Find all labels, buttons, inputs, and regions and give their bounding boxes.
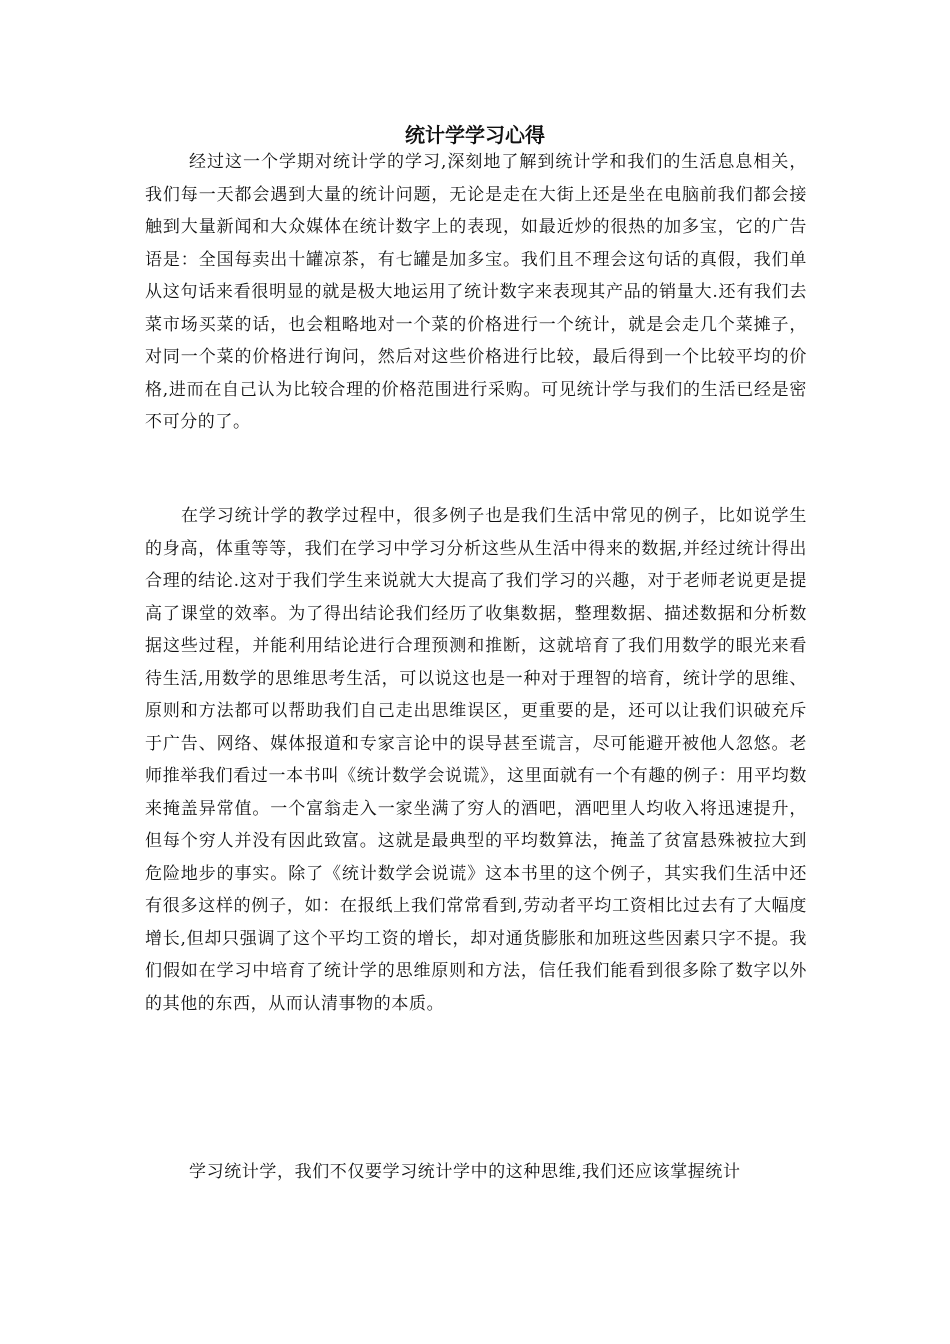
paragraph-3: 学习统计学，我们不仅要学习统计学中的这种思维,我们还应该掌握统计 bbox=[189, 1162, 741, 1182]
paragraph-1: 经过这一个学期对统计学的学习,深刻地了解到统计学和我们的生活息息相关，我们每一天都会遇到大量的统计问题，无论是走在大街上还是坐在电脑前我们都会接触到大量新闻和大众媒体在统计数字上的表现，如最近炒的很热的加多宝，它的广告语是：全国每卖出十罐凉茶，有七罐是加多宝。我们且不理会这句话的真假，我们单从这句话来看很明显的就是极大地运用了统计数字来表现其产品的销量大.还有我们去菜市场买菜的话，也会粗略地对一个菜的价格进行一个统计，就是会走几个菜摊子，对同一个菜的价格进行询问，然后对这些价格进行比较，最后得到一个比较平均的价格,进而在自己认为比较合理的价格范围进行采购。可见统计学与我们的生活已经是密不可分的了。 bbox=[145, 152, 807, 432]
paragraph-2: 在学习统计学的教学过程中，很多例子也是我们生活中常见的例子，比如说学生的身高，体重等等，我们在学习中学习分析这些从生活中得来的数据,并经过统计得出合理的结论.这对于我们学生来说就大大提高了我们学习的兴趣，对于老师老说更是提高了课堂的效率。为了得出结论我们经历了收集数据，整理数据、描述数据和分析数据这些过程，并能利用结论进行合理预测和推断，这就培育了我们用数学的眼光来看待生活,用数学的思维思考生活，可以说这也是一种对于理智的培育，统计学的思维、原则和方法都可以帮助我们自己走出思维误区，更重要的是，还可以让我们识破充斥于广告、网络、媒体报道和专家言论中的误导甚至谎言，尽可能避开被他人忽悠。老师推举我们看过一本书叫《统计数学会说谎》，这里面就有一个有趣的例子：用平均数来掩盖异常值。一个富翁走入一家坐满了穷人的酒吧，酒吧里人均收入将迅速提升，但每个穷人并没有因此致富。这就是最典型的平均数算法，掩盖了贫富悬殊被拉大到危险地步的事实。除了《统计数学会说谎》这本书里的这个例子，其实我们生活中还有很多这样的例子，如：在报纸上我们常常看到,劳动者平均工资相比过去有了大幅度增长,但却只强调了这个平均工资的增长，却对通货膨胀和加班这些因素只字不提。我们假如在学习中培育了统计学的思维原则和方法，信任我们能看到很多除了数字以外的其他的东西，从而认清事物的本质。 bbox=[145, 506, 807, 1014]
document-title: 统计学学习心得 bbox=[405, 123, 545, 147]
